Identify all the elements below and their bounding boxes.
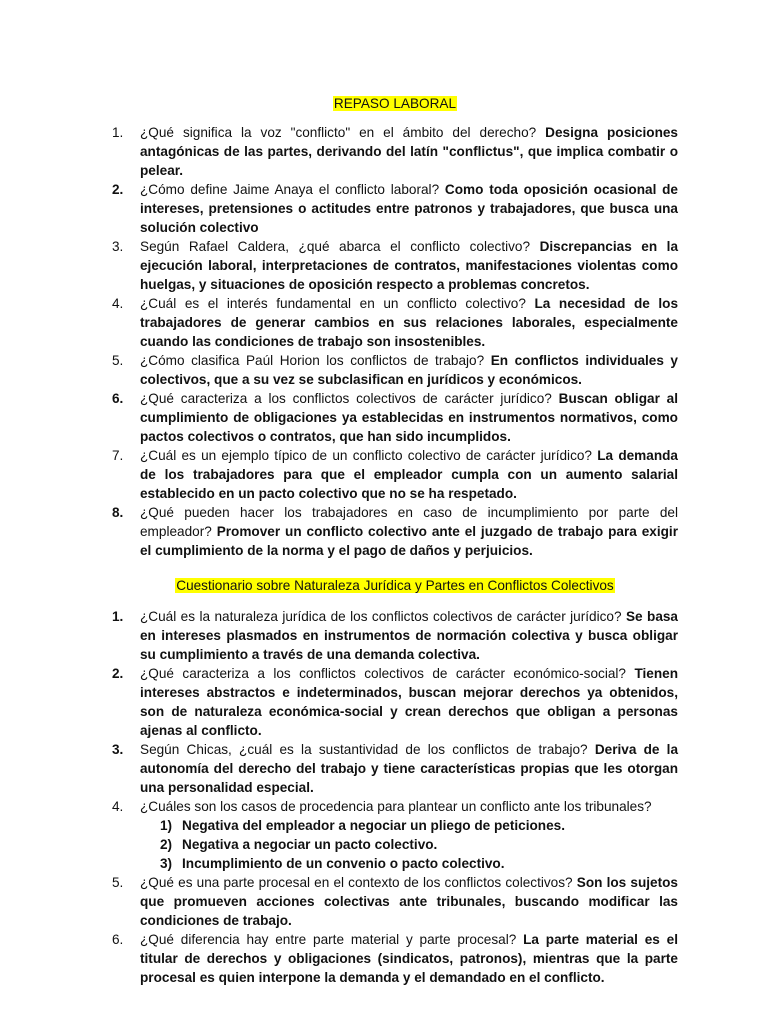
question-item: 5. ¿Cómo clasifica Paúl Horion los conflictos de trabajo? En conflictos individuales y colectivos, que a su vez se subclasifican en jurídicos y económicos.: [112, 353, 678, 387]
sub-item: 2) Negativa a negociar un pacto colectivo.: [160, 837, 438, 852]
sub-list: [140, 816, 678, 873]
section-title-highlight: Cuestionario sobre Naturaleza Jurídica y Partes en Conflictos Colectivos: [176, 578, 614, 593]
question-item: 4. ¿Cuáles son los casos de procedencia para plantear un conflicto ante los tribunales? 1) Negativa del empleador a negociar un pliego de peticiones. 2) Negativa a negociar un pacto colectivo. 3) Incumplimiento de un convenio o pacto colectivo.: [112, 797, 678, 873]
question-list-2: [112, 607, 678, 987]
sub-item: 1) Negativa del empleador a negociar un pliego de peticiones.: [160, 818, 565, 833]
question-item: 7. ¿Cuál es un ejemplo típico de un conflicto colectivo de carácter jurídico? La demanda de los trabajadores para que el empleador cumpla con un aumento salarial establecido en un pacto colectivo que no se ha respetado.: [112, 448, 678, 501]
sub-item: 3) Incumplimiento de un convenio o pacto colectivo.: [160, 856, 505, 871]
question-item: 2. ¿Cómo define Jaime Anaya el conflicto laboral? Como toda oposición ocasional de intereses, pretensiones o actitudes entre patronos y trabajadores, que busca una solución colectivo: [112, 182, 678, 235]
question-list-1: [112, 123, 678, 560]
question-item: 8. ¿Qué pueden hacer los trabajadores en caso de incumplimiento por parte del empleador? Promover un conflicto colectivo ante el juzgado de trabajo para exigir el cumplimiento de la norma y el pago de daños y perjuicios.: [112, 505, 678, 558]
question-item: 5. ¿Qué es una parte procesal en el contexto de los conflictos colectivos? Son los sujetos que promueven acciones colectivas ante tribunales, buscando modificar las condiciones de trabajo.: [112, 875, 678, 928]
question-item: 1. ¿Qué significa la voz "conflicto" en el ámbito del derecho? Designa posiciones antagónicas de las partes, derivando del latín "conflictus", que implica combatir o pelear.: [112, 125, 678, 178]
question-item: 1. ¿Cuál es la naturaleza jurídica de los conflictos colectivos de carácter jurídico? Se basa en intereses plasmados en instrumentos de normación colectiva y busca obligar su cumplimiento a través de una demanda colectiva.: [112, 609, 678, 662]
question-item: 6. ¿Qué caracteriza a los conflictos colectivos de carácter jurídico? Buscan obligar al cumplimiento de obligaciones ya establecidas en instrumentos normativos, como pactos colectivos o contratos, que han sido incumplidos.: [112, 391, 679, 444]
question-item: 4. ¿Cuál es el interés fundamental en un conflicto colectivo? La necesidad de los trabajadores de generar cambios en sus relaciones laborales, especialmente cuando las condiciones de trabajo son insostenibles.: [112, 296, 679, 349]
question-item: 2. ¿Qué caracteriza a los conflictos colectivos de carácter económico-social? Tienen intereses abstractos e indeterminados, buscan mejorar derechos ya obtenidos, son de naturaleza económica-social y crean derechos que obligan a personas ajenas al conflicto.: [112, 666, 678, 738]
question-item: 3. Según Rafael Caldera, ¿qué abarca el conflicto colectivo? Discrepancias en la ejecución laboral, interpretaciones de contratos, manifestaciones violentas como huelgas, y situaciones de oposición respecto a problemas concretos.: [112, 239, 678, 292]
question-item: 6. ¿Qué diferencia hay entre parte material y parte procesal? La parte material es el titular de derechos y obligaciones (sindicatos, patronos), mientras que la parte procesal es quien interpone la demanda y el demandado en el conflicto.: [112, 932, 679, 985]
question-item: 3. Según Chicas, ¿cuál es la sustantividad de los conflictos de trabajo? Deriva de la autonomía del derecho del trabajo y tiene características propias que les otorgan una personalidad especial.: [112, 742, 679, 795]
document-title: [112, 94, 678, 113]
title-highlight: REPASO LABORAL: [333, 96, 457, 111]
section-title: [112, 576, 678, 595]
